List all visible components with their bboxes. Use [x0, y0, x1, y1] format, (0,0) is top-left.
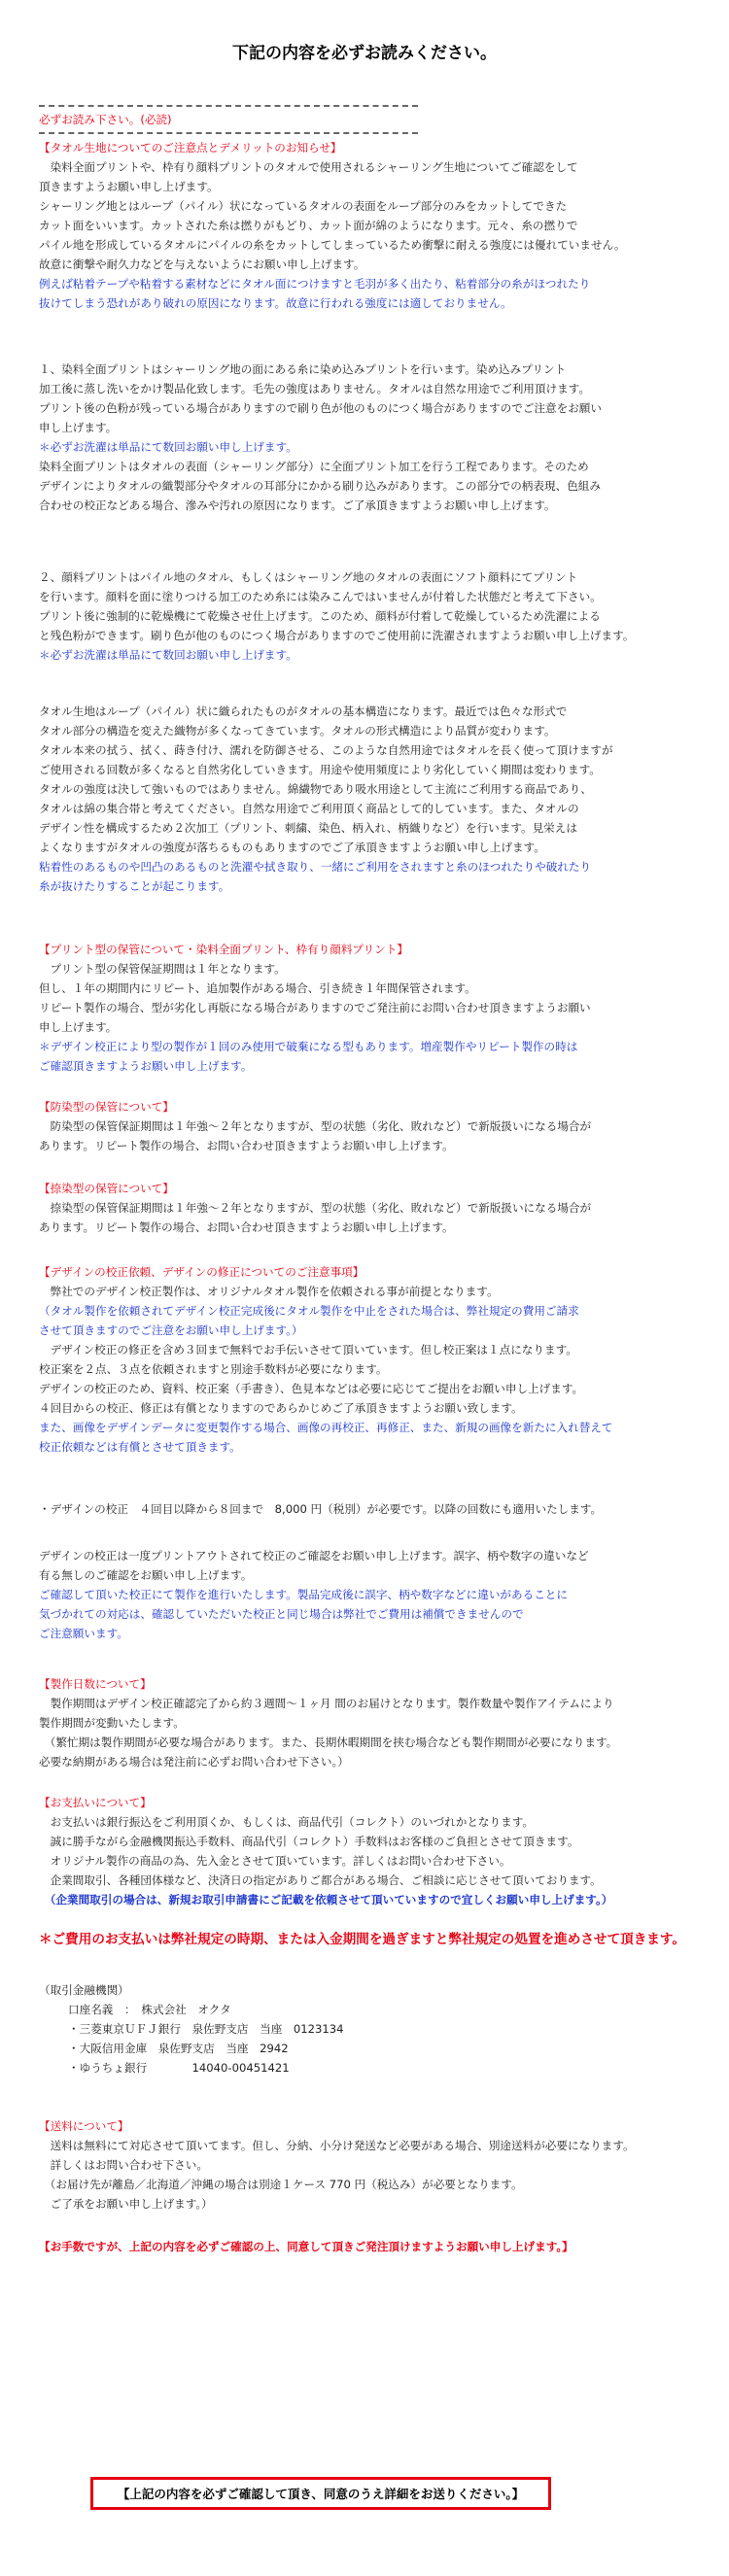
- warning-line: （タオル製作を依頼されてデザイン校正完成後にタオル製作を中止をされた場合は、弊社規定の費用ご請求: [39, 1304, 579, 1318]
- paragraph-line: と残色粉ができます。刷り色が他のものにつく場合がありますのでご使用前に洗濯されますようお願い申し上げます。: [39, 629, 635, 642]
- bank-section: [39, 1980, 710, 2078]
- warning-line: 糸が抜けたりすることが起こります。: [39, 879, 230, 893]
- paragraph-line: タオル本来の拭う、拭く、蒔き付け、濡れを防御させる、このような自然用途ではタオルを長く使って頂けますが: [39, 743, 613, 757]
- paragraph-line: 合わせの校正などある場合、滲みや汚れの原因になります。ご了承頂きますようお願い申し上げます。: [39, 498, 556, 512]
- towel-fabric-section: [39, 138, 710, 313]
- section-heading: 【デザインの校正依頼、デザインの修正についてのご注意事項】: [39, 1265, 364, 1279]
- design-section: [39, 1262, 710, 1457]
- discharge-mold-section: [39, 1179, 710, 1237]
- paragraph-line: 弊社でのデザイン校正製作は、オリジナルタオル製作を依頼される事が前提となります。: [39, 1285, 499, 1298]
- paragraph-line: 防染型の保管保証期間は１年強～２年となりますが、型の状態（劣化、敗れなど）で新版扱いになる場合が: [39, 1119, 592, 1133]
- paragraph-line: １、染料全面プリントはシャーリング地の面にある糸に染め込みプリントを行います。染め込みプリント: [39, 362, 567, 376]
- warning-line: （企業間取引の場合は、新規お取引申請書にご記載を依頼させて頂いていますので宜しくお願い申し上げます。）: [39, 1893, 613, 1906]
- paragraph-line: デザイン性を構成するため２次加工（プリント、刺繍、染色、柄入れ、柄織りなど）を行います。見栄えは: [39, 821, 577, 835]
- paragraph-line: 送料は無料にて対応させて頂いてます。但し、分納、小分け発送など必要がある場合、別途送料が必要になります。: [39, 2139, 635, 2152]
- paragraph-line: タオル部分の構造を変えた織物が多くなってきています。タオルの形式構造により品質が変わります。: [39, 724, 556, 738]
- warning-line: ご確認頂きますようお願い申し上げます。: [39, 1059, 253, 1073]
- pigment-print-section: [39, 567, 710, 665]
- section-heading: 【プリント型の保管について・染料全面プリント、枠有り顔料プリント】: [39, 943, 408, 956]
- paragraph-line: よくなりますがタオルの強度が落ちるものもありますのでご了承頂きますようお願い申し上げます。: [39, 841, 545, 854]
- paragraph-line: デザインの校正のため、資料、校正案（手書き）、色見本などは必要に応じてご提出をお願い申し上げます。: [39, 1382, 584, 1395]
- paragraph-line: タオルの強度は決して強いものではありません。綿繊物であり吸水用途として主流にご利用する商品であり、: [39, 782, 592, 796]
- paragraph-line: 染料全面プリントや、枠有り顔料プリントのタオルで使用されるシャーリング生地についてご確認をして: [39, 160, 578, 174]
- paragraph-line: ２、顔料プリントはパイル地のタオル、もしくはシャーリング地のタオルの表面にソフト顔料にてプリント: [39, 570, 578, 584]
- dashed-divider: [39, 132, 418, 134]
- section-heading: 【防染型の保管について】: [39, 1100, 174, 1114]
- bank-row-mufg: ・三菱東京ＵＦＪ銀行 泉佐野支店 当座 0123134: [68, 2022, 344, 2036]
- paragraph-line: デザイン校正の修正を含め３回まで無料でお手伝いさせて頂いています。但し校正案は１点になります。: [39, 1343, 577, 1357]
- paragraph-line: 企業間取引、各種団体様など、決済日の指定がありご都合がある場合、ご相談に応じさせて頂いております。: [39, 1873, 602, 1887]
- paragraph-line: ご了承をお願い申し上げます。）: [39, 2197, 213, 2211]
- paragraph-line: を行います。顔料を面に塗りつける加工のため糸には染みこんではいませんが付着した状態だと考えて下さい。: [39, 590, 602, 603]
- warning-line: 抜けてしまう恐れがあり破れの原因になります。故意に行われる強度には適しておりません。: [39, 296, 512, 310]
- paragraph-line: シャーリング地とはループ（パイル）状になっているタオルの表面をループ部分のみをカットしてできた: [39, 199, 568, 213]
- paragraph-line: 染料全面プリントはタオルの表面（シャーリング部分）に全面プリント加工を行う工程であります。そのため: [39, 460, 589, 473]
- paragraph-line: 但し、１年の期間内にリピート、追加製作がある場合、引き続き１年間保管されます。: [39, 981, 476, 995]
- paragraph-line: 必要な納期がある場合は発注前に必ずお問い合わせ下さい。）: [39, 1755, 349, 1769]
- design-proof-section: [39, 1546, 710, 1643]
- paragraph-line: 故意に衝撃や耐久力などを与えないようにお願い申し上げます。: [39, 258, 365, 271]
- anti-dye-mold-section: [39, 1097, 710, 1155]
- paragraph-line: 校正案を２点、３点を依頼されますと別途手数料が必要になります。: [39, 1362, 388, 1376]
- paragraph-line: 頂きますようお願い申し上げます。: [39, 180, 219, 193]
- paragraph-line: 製作期間が変動いたします。: [39, 1716, 185, 1730]
- late-fee-notice: ＊ご費用のお支払いは弊社規定の時期、または入金期間を過ぎますと弊社規定の処置を進めさせて頂きます。: [39, 1932, 686, 1947]
- bank-row-osaka: ・大阪信用金庫 泉佐野支店 当座 2942: [68, 2042, 289, 2055]
- section-heading: 【製作日数について】: [39, 1677, 152, 1691]
- paragraph-line: プリント型の保管保証期間は１年となります。: [39, 962, 286, 976]
- warning-line: 校正依頼などは有償とさせて頂きます。: [39, 1440, 241, 1454]
- paragraph-line: 誠に勝手ながら金融機関振込手数料、商品代引（コレクト）手数料はお客様のご負担とさせて頂きます。: [39, 1835, 579, 1848]
- warning-line: また、画像をデザインデータに変更製作する場合、画像の再校正、再修正、また、新規の画像を新たに入れ替えて: [39, 1421, 613, 1434]
- paragraph-line: ご使用される回数が多くなると自然劣化していきます。用途や使用頻度により劣化していく期間は変わります。: [39, 763, 601, 776]
- paragraph-line: 申し上げます。: [39, 1020, 118, 1034]
- design-fee-line: ・デザインの校正 ４回目以降から８回まで 8,000 円（税別）が必要です。以降の回数にも適用いたします。: [39, 1502, 603, 1516]
- section-heading: 【送料について】: [39, 2119, 129, 2133]
- print-mold-section: [39, 940, 710, 1076]
- warning-line: 粘着性のあるものや凹凸のあるものと洗濯や拭き取り、一緒にご利用をされますと糸のほつれたりや破れたり: [39, 860, 592, 874]
- dashed-divider: [39, 105, 418, 107]
- section-heading: 【捺染型の保管について】: [39, 1182, 174, 1195]
- paragraph-line: あります。リピート製作の場合、お問い合わせ頂きますようお願い申し上げます。: [39, 1139, 454, 1152]
- warning-line: ご確認して頂いた校正にて製作を進行いたします。製品完成後に誤字、柄や数字などに違いがあることに: [39, 1588, 568, 1601]
- paragraph-line: 加工後に蒸し洗いをかけ製品化致します。毛先の強度はありません。タオルは自然な用途でご利用頂けます。: [39, 382, 590, 395]
- paragraph-line: カット面をいいます。カットされた糸は撚りがもどり、カット面が綿のようになります。元々、糸の撚りで: [39, 219, 578, 232]
- lead-time-section: [39, 1674, 710, 1771]
- paragraph-line: お支払いは銀行振込をご利用頂くか、もしくは、商品代引（コレクト）のいづれかとなります。: [39, 1815, 534, 1829]
- payment-section: [39, 1793, 710, 1909]
- account-name-row: 口座名義 ： 株式会社 オクタ: [68, 2003, 231, 2016]
- bank-heading: （取引金融機関）: [39, 1983, 129, 1997]
- must-read-label: 必ずお読み下さい。(必読): [39, 113, 172, 126]
- paragraph-line: ４回目からの校正、修正は有償となりますのであらかじめご了承頂きますようお願い致します。: [39, 1401, 523, 1415]
- washing-note: ＊必ずお洗濯は単品にて数回お願い申し上げます。: [39, 648, 297, 662]
- paragraph-line: （お届け先が離島／北海道／沖縄の場合は別途１ケース 770 円（税込み）が必要となります。: [39, 2178, 523, 2191]
- warning-line: させて頂きますのでご注意をお願い申し上げます。）: [39, 1323, 303, 1337]
- paragraph-line: タオル生地はループ（パイル）状に織られたものがタオルの基本構造になります。最近では色々な形式で: [39, 704, 568, 718]
- paragraph-line: プリント後に強制的に乾燥機にて乾燥させ仕上げます。このため、顔料が付着して乾燥しているため洗濯による: [39, 609, 601, 623]
- warning-line: 例えば粘着テープや粘着する素材などにタオル面につけますと毛羽が多く出たり、粘着部分の糸がほつれたり: [39, 277, 591, 291]
- page-title: 下記の内容を必ずお読みください。: [232, 44, 497, 63]
- paragraph-line: あります。リピート製作の場合、お問い合わせ頂きますようお願い申し上げます。: [39, 1220, 454, 1234]
- shipping-section: [39, 2116, 710, 2214]
- warning-line: ＊デザイン校正により型の製作が１回のみ使用で破棄になる型もあります。増産製作やリピート製作の時は: [39, 1040, 578, 1053]
- bank-row-yucho: ・ゆうちょ銀行 14040-00451421: [68, 2061, 290, 2075]
- paragraph-line: デザインの校正は一度プリントアウトされて校正のご確認をお願い申し上げます。誤字、柄や数字の違いなど: [39, 1549, 589, 1563]
- washing-note: ＊必ずお洗濯は単品にて数回お願い申し上げます。: [39, 440, 297, 454]
- warning-line: ご注意願います。: [39, 1627, 128, 1640]
- paragraph-line: （繁忙期は製作期間が必要な場合があります。また、長期休暇期間を挟む場合なども製作期間が必要になります。: [39, 1735, 618, 1749]
- paragraph-line: 製作期間はデザイン校正確認完了から約３週間～１ヶ月 間のお届けとなります。製作数量や製作アイテムにより: [39, 1697, 614, 1710]
- paragraph-line: 詳しくはお問い合わせ下さい。: [39, 2158, 208, 2172]
- warning-line: 気づかれての対応は、確認していただいた校正と同じ場合は弊社でご費用は補償できませんので: [39, 1607, 524, 1621]
- paragraph-line: タオルは綿の集合帯と考えてください。自然な用途でご利用頂く商品として的しています。また、タオルの: [39, 802, 579, 815]
- paragraph-line: 申し上げます。: [39, 421, 118, 434]
- paragraph-line: オリジナル製作の商品の為、先入金とさせて頂いています。詳しくはお問い合わせ下さい。: [39, 1854, 511, 1868]
- confirm-agree-banner[interactable]: 【上記の内容を必ずご確認して頂き、同意のうえ詳細をお送りください。】: [90, 2477, 551, 2510]
- paragraph-line: リピート製作の場合、型が劣化し再版になる場合がありますのでご発注前にお問い合わせ頂きますようお願い: [39, 1001, 591, 1014]
- towel-structure-section: [39, 702, 710, 896]
- section-heading: 【お支払いについて】: [39, 1796, 152, 1809]
- closing-notice: 【お手数ですが、上記の内容を必ずご確認の上、同意して頂きご発注頂けますようお願い申し上げます。】: [39, 2240, 573, 2253]
- paragraph-line: 有る無しのご確認をお願い申し上げます。: [39, 1568, 253, 1582]
- paragraph-line: パイル地を形成しているタオルにパイルの糸をカットしてしまっているため衝撃に耐える強度には優れていません。: [39, 238, 626, 252]
- paragraph-line: デザインによりタオルの織製部分やタオルの耳部分にかかる刷り込みがあります。この部分での柄表現、色組み: [39, 479, 601, 493]
- dye-print-section: [39, 360, 710, 515]
- paragraph-line: 捺染型の保管保証期間は１年強～２年となりますが、型の状態（劣化、敗れなど）で新版扱いになる場合が: [39, 1201, 592, 1215]
- paragraph-line: プリント後の色粉が残っている場合がありますので刷り色が他のものにつく場合がありますのでご注意をお願い: [39, 401, 602, 415]
- section-heading: 【タオル生地についてのご注意点とデメリットのお知らせ】: [39, 141, 342, 155]
